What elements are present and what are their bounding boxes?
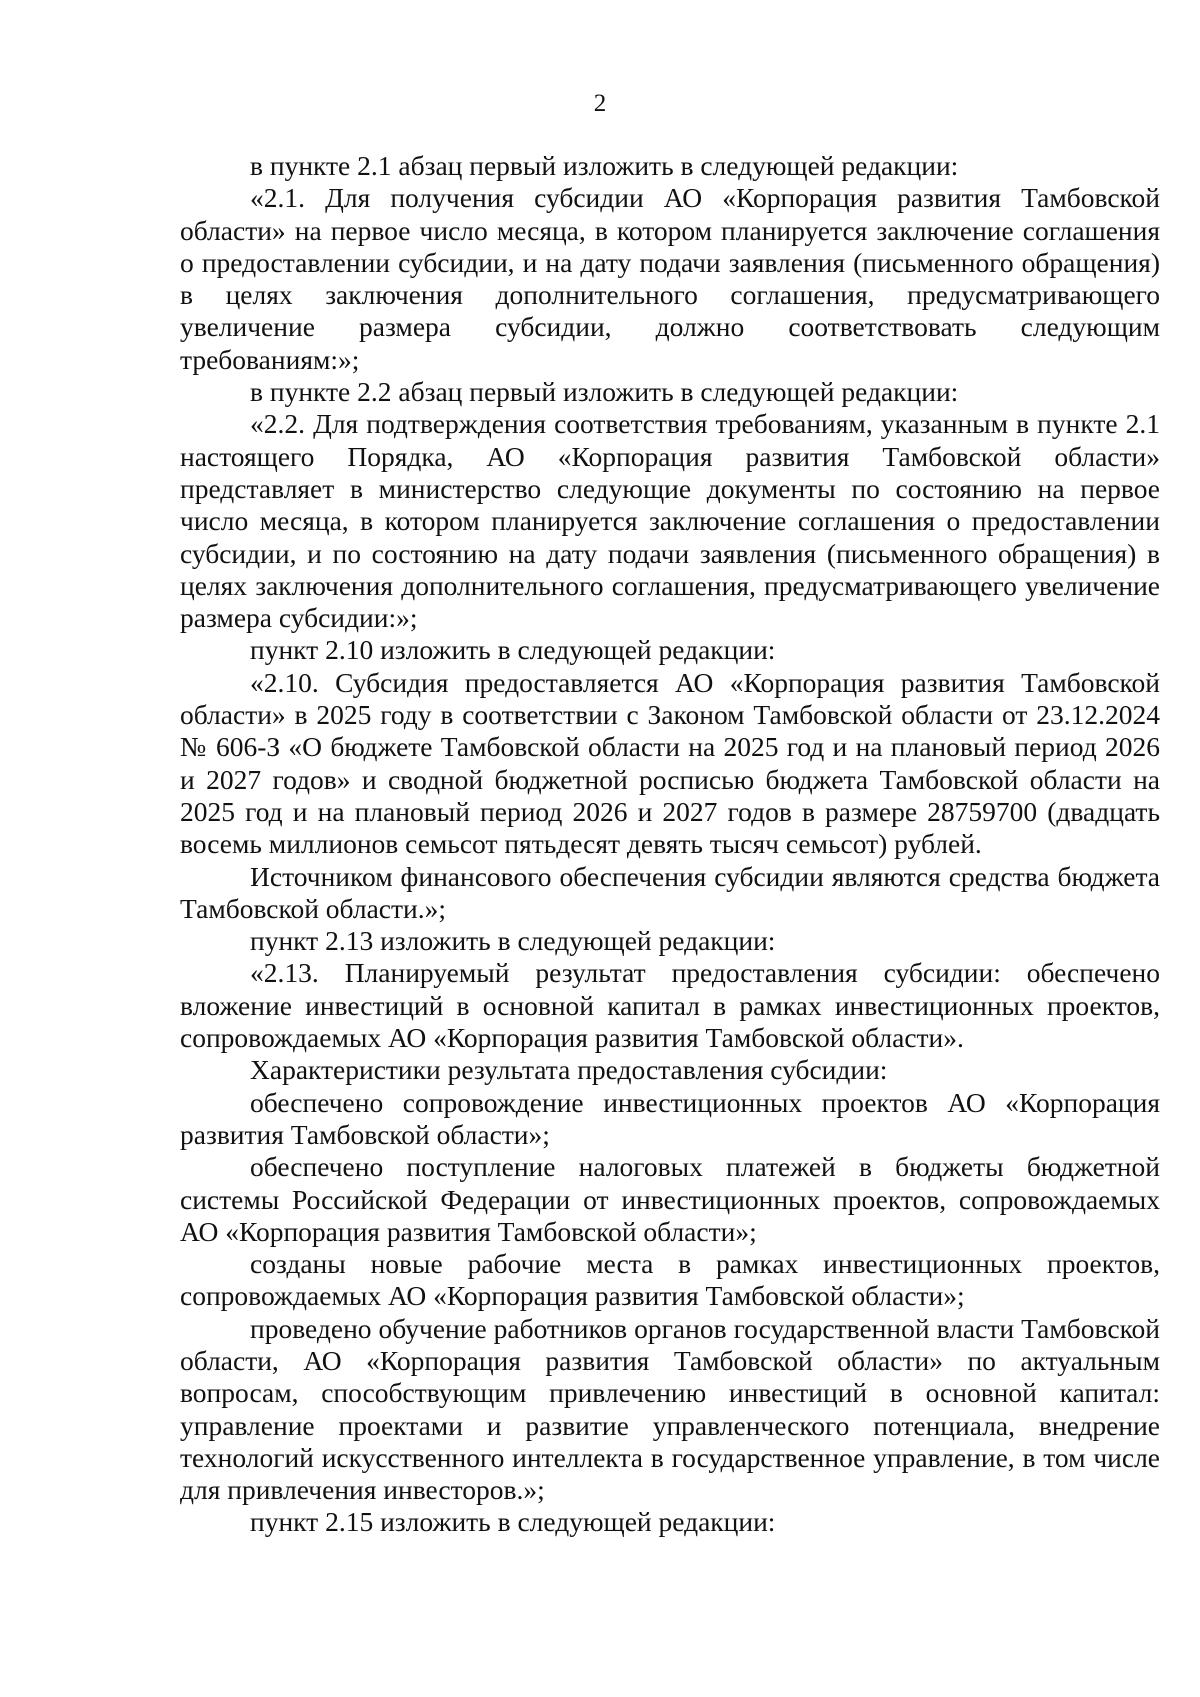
amendment-instruction-2-13: пункт 2.13 изложить в следующей редакции: — [250, 925, 776, 957]
clause-2-2-text: «2.2. Для подтверждения соответствия требованиям, указанным в пункте 2.1 настоящего Порядка, АО «Корпорация развития Тамбовской области» представляет в министерство следующие документы по состоянию на первое число месяца, в котором планируется заключение соглашения о предоставлении субсидии, и по состоянию на дату подачи заявления (письменного обращения) в целях заключения дополнительного соглашения, предусматривающего увеличение размера субсидии:»; — [180, 408, 1160, 634]
characteristic-new-jobs: созданы новые рабочие места в рамках инвестиционных проектов, сопровождаемых АО «Корпорация развития Тамбовской области»; — [180, 1248, 1160, 1312]
document-body — [180, 150, 1160, 1539]
clause-2-13-text: «2.13. Планируемый результат предоставления субсидии: обеспечено вложение инвестиций в основной капитал в рамках инвестиционных проектов, сопровождаемых АО «Корпорация развития Тамбовской области». — [180, 957, 1160, 1054]
clause-2-10-funding-source: Источником финансового обеспечения субсидии являются средства бюджета Тамбовской области.»; — [180, 860, 1160, 924]
characteristic-tax-payments: обеспечено поступление налоговых платежей в бюджеты бюджетной системы Российской Федерации от инвестиционных проектов, сопровождаемых АО «Корпорация развития Тамбовской области»; — [180, 1151, 1160, 1247]
amendment-instruction-2-10: пункт 2.10 изложить в следующей редакции: — [250, 634, 776, 666]
result-characteristics-heading: Характеристики результата предоставления субсидии: — [250, 1054, 888, 1086]
characteristic-project-support: обеспечено сопровождение инвестиционных проектов АО «Корпорация развития Тамбовской области»; — [180, 1086, 1160, 1150]
amendment-instruction-2-2: в пункте 2.2 абзац первый изложить в следующей редакции: — [250, 376, 959, 408]
characteristic-staff-training: проведено обучение работников органов государственной власти Тамбовской области, АО «Корпорация развития Тамбовской области» по актуальным вопросам, способствующим привлечению инвестиций в основной капитал: управление проектами и развитие управленческого потенциала, внедрение технологий искусственного интеллекта в государственное управление, в том числе для привлечения инвесторов.»; — [180, 1312, 1160, 1506]
clause-2-1-text: «2.1. Для получения субсидии АО «Корпорация развития Тамбовской области» на первое число месяца, в котором планируется заключение соглашения о предоставлении субсидии, и на дату подачи заявления (письменного обращения) в целях заключения дополнительного соглашения, предусматривающего увеличение размера субсидии, должно соответствовать следующим требованиям:»; — [180, 182, 1160, 375]
page-number: 2 — [593, 90, 607, 117]
amendment-instruction-2-15: пункт 2.15 изложить в следующей редакции: — [250, 1506, 776, 1538]
clause-2-10-text: «2.10. Субсидия предоставляется АО «Корпорация развития Тамбовской области» в 2025 году в соответствии с Законом Тамбовской области от 23.12.2024 № 606-З «О бюджете Тамбовской области на 2025 год и на плановый период 2026 и 2027 годов» и сводной бюджетной росписью бюджета Тамбовской области на 2025 год и на плановый период 2026 и 2027 годов в размере 28759700 (двадцать восемь миллионов семьсот пятьдесят девять тысяч семьсот) рублей. — [180, 666, 1160, 860]
amendment-instruction-2-1: в пункте 2.1 абзац первый изложить в следующей редакции: — [250, 150, 959, 181]
